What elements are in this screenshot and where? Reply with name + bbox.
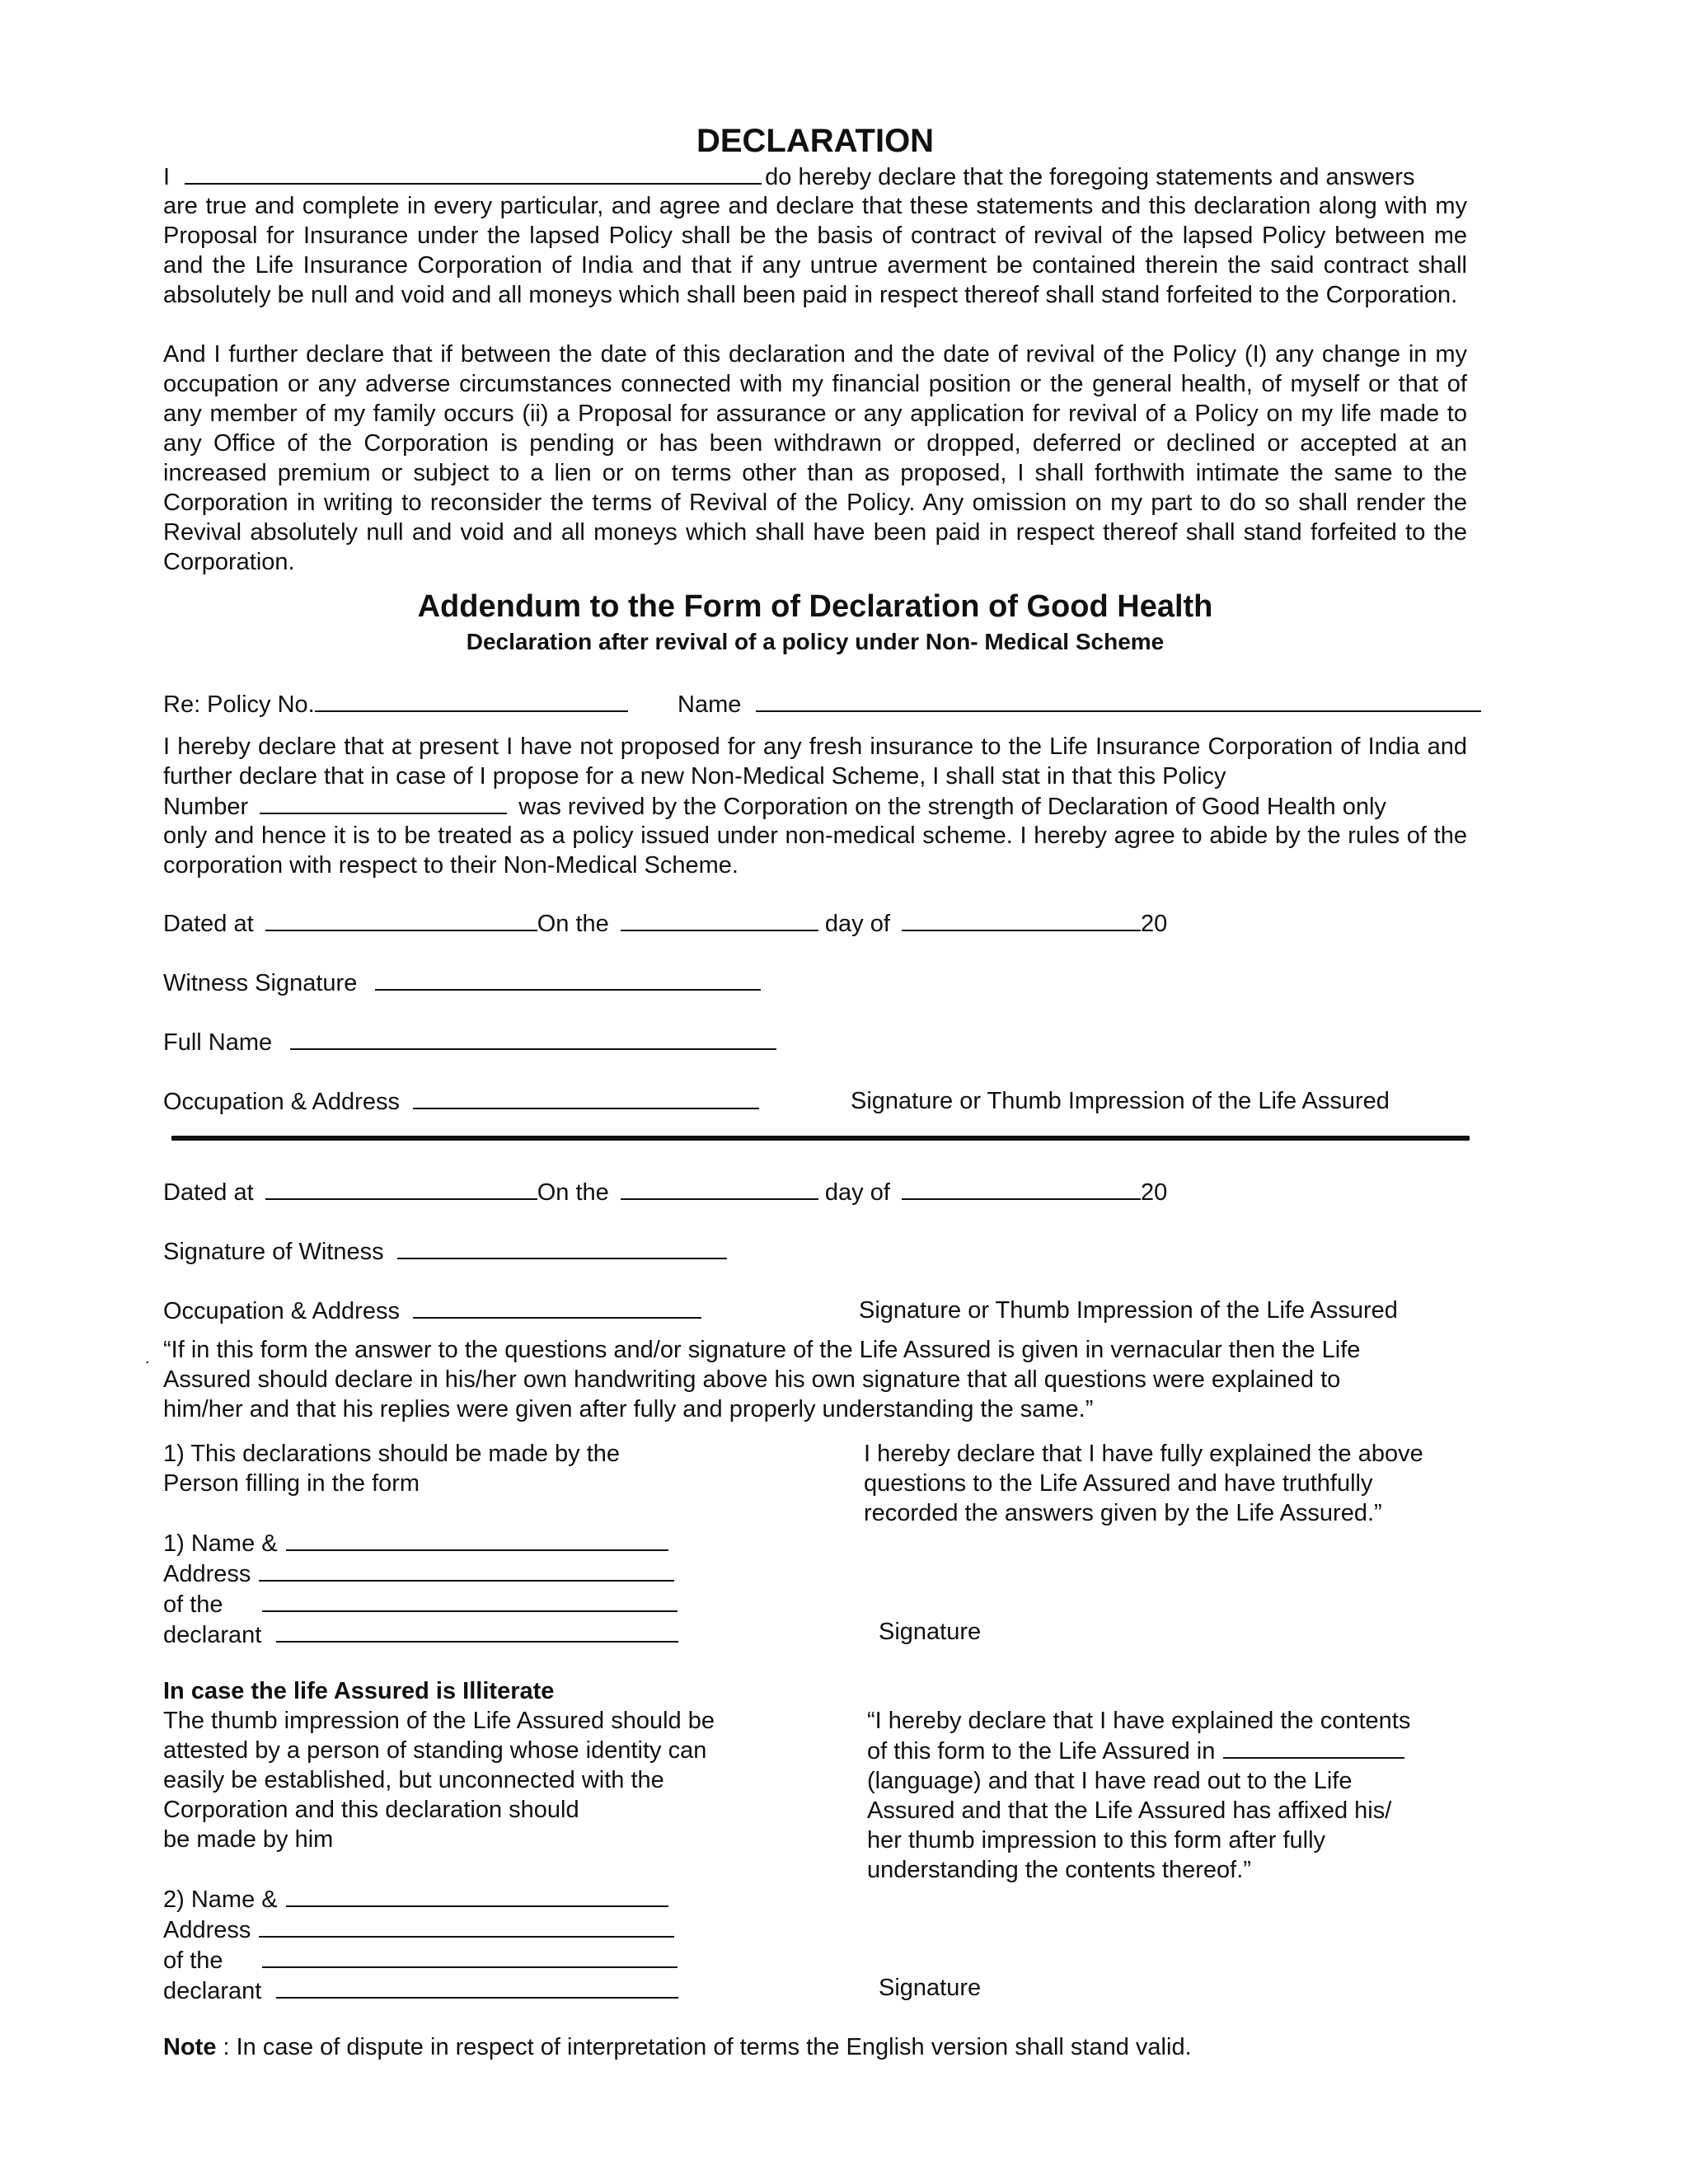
- declarant2-declarant-label: declarant: [163, 1978, 262, 2004]
- declarant2-of-the-blank[interactable]: [262, 1945, 678, 1968]
- declarant1-signature-label: Signature: [879, 1619, 982, 1645]
- declarant1-left-line: Person filling in the form: [163, 1470, 420, 1497]
- declarant1-fields: [163, 1528, 678, 1650]
- declaration-title: DECLARATION: [696, 123, 935, 159]
- policy-no-label: Re: Policy No.: [163, 691, 315, 718]
- declarant1-name-row: [163, 1528, 678, 1558]
- illiterate-language-row: [867, 1736, 1410, 1766]
- declarant2-fields: [163, 1884, 678, 2006]
- vernacular-note: [163, 1335, 1360, 1424]
- declarant1-address-blank[interactable]: [259, 1558, 674, 1582]
- form2-dated-at-blank[interactable]: [265, 1177, 537, 1200]
- vernacular-line: “If in this form the answer to the questions and/or signature of the Life Assured is given in vernacular then the Life: [163, 1337, 1361, 1363]
- form1-occupation-row: [163, 1086, 759, 1117]
- form1-day-of-blank[interactable]: [902, 908, 1141, 931]
- illiterate-right-line: her thumb impression to this form after fully: [867, 1827, 1326, 1854]
- form1-day-of-label: day of: [824, 911, 890, 937]
- declarant-name-line: [163, 162, 1467, 192]
- addendum-paragraph-a: I hereby declare that at present I have not proposed for any fresh insurance to the Life Insurance Corporation of India and further declare that in case of I propose for a new Non-Medical Scheme, I shall stat in that this Policy: [163, 733, 1467, 790]
- illiterate-left-text: [163, 1706, 715, 1854]
- vernacular-bullet: .: [145, 1349, 150, 1367]
- form1-witness-signature-label: Witness Signature: [163, 970, 358, 996]
- policy-no-row: [163, 689, 628, 719]
- illiterate-right-line: “I hereby declare that I have explained the contents: [867, 1708, 1411, 1734]
- declaration-paragraph-1: are true and complete in every particular, and agree and declare that these statements and this declaration along with my Proposal for Insurance under the lapsed Policy shall be the basis of contract of revival of the lapsed Policy between me and the Life Insurance Corporation of India and that if any untrue averment be contained therein the said contract shall absolutely be null and void and all moneys which shall been paid in respect thereof shall stand forfeited to the Corporation.: [163, 193, 1467, 308]
- declarant1-right-line: I hereby declare that I have fully explained the above: [864, 1441, 1423, 1467]
- declarant1-left-line: 1) This declarations should be made by the: [163, 1441, 621, 1467]
- illiterate-heading: In case the life Assured is Illiterate: [163, 1678, 555, 1704]
- declarant1-of-the-row: [163, 1589, 678, 1619]
- form2-occupation-blank[interactable]: [413, 1296, 701, 1319]
- declarant2-address-label: Address: [163, 1917, 251, 1943]
- addendum-title: Addendum to the Form of Declaration of Good Health: [417, 589, 1213, 624]
- illiterate-left-line: easily be established, but unconnected with the: [163, 1767, 664, 1793]
- vernacular-line: Assured should declare in his/her own handwriting above his own signature that all questions were explained to: [163, 1366, 1341, 1393]
- number-suffix: was revived by the Corporation on the strength of Declaration of Good Health only: [518, 794, 1386, 820]
- form2-on-the-blank[interactable]: [621, 1177, 818, 1200]
- name-blank[interactable]: [756, 689, 1481, 712]
- illiterate-language-label: of this form to the Life Assured in: [867, 1738, 1216, 1765]
- form1-on-the-blank[interactable]: [621, 908, 818, 931]
- form2-dated-at-label: Dated at: [163, 1179, 254, 1206]
- name-label: Name: [678, 691, 742, 718]
- name-row: [678, 689, 1481, 719]
- form2-occupation-label: Occupation & Address: [163, 1298, 400, 1324]
- form1-dated-at-blank[interactable]: [265, 908, 537, 931]
- declarant2-of-the-label: of the: [163, 1947, 223, 1974]
- language-blank[interactable]: [1223, 1736, 1404, 1759]
- form1-dated-row: [163, 908, 1167, 939]
- declarant1-address-row: [163, 1558, 678, 1589]
- declarant2-name-label: 2) Name &: [163, 1886, 278, 1913]
- form1-full-name-blank[interactable]: [290, 1027, 776, 1050]
- illiterate-right-text: [867, 1706, 1410, 1885]
- form1-occupation-label: Occupation & Address: [163, 1089, 400, 1115]
- illiterate-right-line: understanding the contents thereof.”: [867, 1857, 1251, 1883]
- declarant1-name-label: 1) Name &: [163, 1530, 278, 1557]
- declarant-name-blank[interactable]: [185, 162, 762, 185]
- declarant2-signature-label: Signature: [879, 1975, 982, 2001]
- declarant1-of-the-label: of the: [163, 1591, 223, 1618]
- illiterate-left-line: attested by a person of standing whose identity can: [163, 1737, 707, 1764]
- vernacular-line: him/her and that his replies were given after fully and properly understanding the same.”: [163, 1396, 1094, 1422]
- policy-number-blank[interactable]: [260, 791, 507, 814]
- form2-day-of-blank[interactable]: [902, 1177, 1141, 1200]
- form1-dated-at-label: Dated at: [163, 911, 254, 937]
- note-row: [163, 2032, 1192, 2062]
- addendum-subtitle: Declaration after revival of a policy under Non- Medical Scheme: [466, 629, 1165, 654]
- form2-year-label: 20: [1140, 1179, 1168, 1206]
- declarant1-declarant-label: declarant: [163, 1622, 262, 1648]
- note-text: : In case of dispute in respect of interpretation of terms the English version shall stand valid.: [216, 2034, 1192, 2060]
- form2-signature-witness-blank[interactable]: [397, 1236, 727, 1259]
- form2-on-the-label: On the: [537, 1179, 609, 1206]
- declarant2-name-blank[interactable]: [286, 1884, 668, 1907]
- declarant1-name-blank[interactable]: [286, 1528, 668, 1551]
- declarant1-left-text: [163, 1439, 620, 1498]
- form1-full-name-label: Full Name: [163, 1029, 273, 1056]
- form1-signature-thumb: Signature or Thumb Impression of the Life Assured: [851, 1088, 1390, 1114]
- form2-signature-witness-label: Signature of Witness: [163, 1239, 384, 1265]
- form2-dated-row: [163, 1177, 1167, 1207]
- declarant1-declarant-row: [163, 1619, 678, 1650]
- declarant2-declarant-row: [163, 1975, 678, 2006]
- form1-year-label: 20: [1140, 911, 1168, 937]
- illiterate-left-line: The thumb impression of the Life Assured should be: [163, 1708, 715, 1734]
- declaration-paragraph-2: And I further declare that if between the date of this declaration and the date of revival of the Policy (I) any change in my occupation or any adverse circumstances connected with my financial position or the general health, of myself or that of any member of my family occurs (ii) a Proposal for assurance or any application for revival of a Policy on my life made to any Office of the Corporation is pending or has been withdrawn or dropped, deferred or declined or accepted at an increased premium or subject to a lien or on terms other than as proposed, I shall forthwith intimate the same to the Corporation in writing to reconsider the terms of Revival of the Policy. Any omission on my part to do so shall render the Revival absolutely null and void and all moneys which shall have been paid in respect thereof shall stand forfeited to the Corporation.: [163, 341, 1467, 575]
- form2-day-of-label: day of: [824, 1179, 890, 1206]
- declarant2-declarant-blank[interactable]: [276, 1975, 678, 1999]
- number-label: Number: [163, 794, 249, 820]
- declarant1-right-text: [864, 1439, 1423, 1528]
- form1-witness-signature-blank[interactable]: [375, 968, 761, 991]
- declarant1-of-the-blank[interactable]: [262, 1589, 678, 1612]
- declarant1-declarant-blank[interactable]: [276, 1619, 678, 1643]
- form1-witness-row: [163, 968, 761, 998]
- illiterate-left-line: be made by him: [163, 1826, 334, 1853]
- declarant1-right-line: questions to the Life Assured and have truthfully: [864, 1470, 1373, 1497]
- illiterate-right-line: Assured and that the Life Assured has affixed his/: [867, 1797, 1392, 1824]
- declarant2-of-the-row: [163, 1945, 678, 1975]
- form1-occupation-blank[interactable]: [413, 1086, 759, 1109]
- declarant-i-label: I: [163, 164, 171, 190]
- declarant-name-suffix: do hereby declare that the foregoing statements and answers: [765, 164, 1415, 190]
- declarant1-right-line: recorded the answers given by the Life Assured.”: [864, 1500, 1382, 1526]
- form2-signature-thumb: Signature or Thumb Impression of the Life Assured: [859, 1297, 1398, 1324]
- section-divider: [171, 1136, 1470, 1141]
- declarant1-address-label: Address: [163, 1561, 251, 1587]
- note-label: Note: [163, 2034, 217, 2060]
- declarant2-address-row: [163, 1915, 678, 1945]
- declarant2-name-row: [163, 1884, 678, 1915]
- addendum-paragraph-b: only and hence it is to be treated as a policy issued under non-medical scheme. I hereby agree to abide by the rules of the corporation with respect to their Non-Medical Scheme.: [163, 823, 1467, 879]
- illiterate-right-line: (language) and that I have read out to the Life: [867, 1768, 1353, 1794]
- form2-witness-row: [163, 1236, 727, 1267]
- form1-fullname-row: [163, 1027, 776, 1057]
- policy-number-line: [163, 791, 1467, 822]
- form2-occupation-row: [163, 1296, 701, 1326]
- form1-on-the-label: On the: [537, 911, 609, 937]
- policy-no-blank[interactable]: [315, 689, 628, 712]
- illiterate-left-line: Corporation and this declaration should: [163, 1797, 579, 1823]
- declarant2-address-blank[interactable]: [259, 1915, 674, 1938]
